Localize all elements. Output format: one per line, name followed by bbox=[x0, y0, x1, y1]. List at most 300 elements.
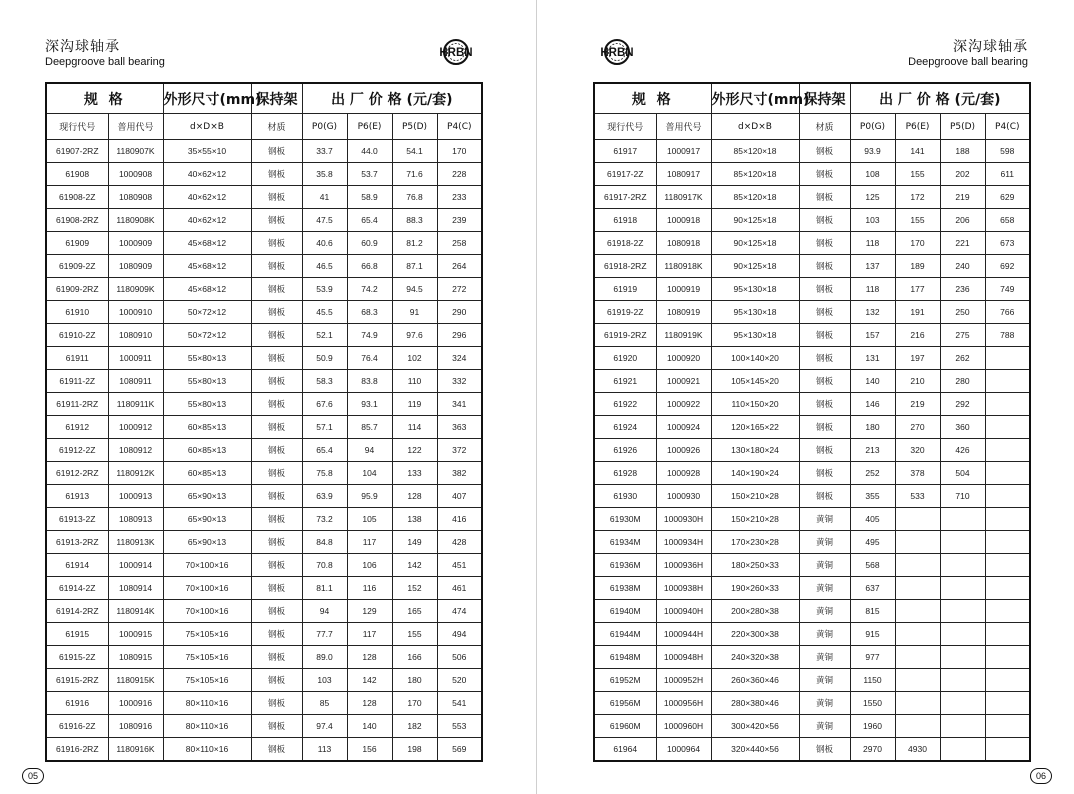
current-code-cell: 61912-2Z bbox=[46, 439, 108, 462]
p5-price-cell: 236 bbox=[940, 278, 985, 301]
p6-price-cell: 378 bbox=[895, 462, 940, 485]
p4-price-cell: 324 bbox=[437, 347, 482, 370]
p0-header: P0(G) bbox=[302, 114, 347, 140]
p4-price-cell bbox=[985, 393, 1030, 416]
p6-price-cell: 189 bbox=[895, 255, 940, 278]
dimensions-cell: 50×72×12 bbox=[163, 301, 251, 324]
p5-price-cell: 91 bbox=[392, 301, 437, 324]
p4-price-cell: 258 bbox=[437, 232, 482, 255]
p0-price-cell: 89.0 bbox=[302, 646, 347, 669]
dimensions-cell: 60×85×13 bbox=[163, 462, 251, 485]
p6-price-cell: 4930 bbox=[895, 738, 940, 762]
common-code-cell: 1000938H bbox=[656, 577, 711, 600]
table-row bbox=[46, 646, 482, 669]
dimensions-cell: 110×150×20 bbox=[711, 393, 799, 416]
table-row bbox=[594, 163, 1030, 186]
table-row bbox=[594, 692, 1030, 715]
p5-price-cell: 97.6 bbox=[392, 324, 437, 347]
dimensions-cell: 45×68×12 bbox=[163, 232, 251, 255]
material-cell: 黄铜 bbox=[799, 600, 850, 623]
p4-price-cell: 541 bbox=[437, 692, 482, 715]
current-code-cell: 61960M bbox=[594, 715, 656, 738]
current-code-cell: 61918-2RZ bbox=[594, 255, 656, 278]
common-code-cell: 1180912K bbox=[108, 462, 163, 485]
current-code-cell: 61913 bbox=[46, 485, 108, 508]
current-code-cell: 61911 bbox=[46, 347, 108, 370]
p0-price-cell: 50.9 bbox=[302, 347, 347, 370]
common-code-cell: 1180919K bbox=[656, 324, 711, 347]
p0-price-cell: 63.9 bbox=[302, 485, 347, 508]
p5-price-cell: 149 bbox=[392, 531, 437, 554]
dimensions-cell: 75×105×16 bbox=[163, 669, 251, 692]
common-code-cell: 1180916K bbox=[108, 738, 163, 762]
p5-header: P5(D) bbox=[392, 114, 437, 140]
p6-price-cell bbox=[895, 554, 940, 577]
material-cell: 黄铜 bbox=[799, 577, 850, 600]
dimensions-cell: 80×110×16 bbox=[163, 738, 251, 762]
common-code-cell: 1180918K bbox=[656, 255, 711, 278]
p0-price-cell: 53.9 bbox=[302, 278, 347, 301]
material-cell: 钢板 bbox=[799, 255, 850, 278]
p6-price-cell bbox=[895, 531, 940, 554]
dimensions-cell: 95×130×18 bbox=[711, 278, 799, 301]
p0-price-cell: 252 bbox=[850, 462, 895, 485]
p6-price-cell: 58.9 bbox=[347, 186, 392, 209]
p4-price-cell: 228 bbox=[437, 163, 482, 186]
p0-price-cell: 140 bbox=[850, 370, 895, 393]
p0-price-cell: 1550 bbox=[850, 692, 895, 715]
p0-price-cell: 81.1 bbox=[302, 577, 347, 600]
material-cell: 黄铜 bbox=[799, 554, 850, 577]
p5-price-cell: 360 bbox=[940, 416, 985, 439]
p6-price-cell: 76.4 bbox=[347, 347, 392, 370]
material-cell: 黄铜 bbox=[799, 646, 850, 669]
common-code-cell: 1180915K bbox=[108, 669, 163, 692]
material-cell: 钢板 bbox=[251, 140, 302, 163]
table-row bbox=[594, 232, 1030, 255]
common-code-cell: 1000909 bbox=[108, 232, 163, 255]
p6-price-cell: 53.7 bbox=[347, 163, 392, 186]
common-code-cell: 1000910 bbox=[108, 301, 163, 324]
p4-price-cell: 296 bbox=[437, 324, 482, 347]
p5-price-cell: 250 bbox=[940, 301, 985, 324]
dimensions-cell: 150×210×28 bbox=[711, 508, 799, 531]
p5-price-cell: 219 bbox=[940, 186, 985, 209]
current-code-cell: 61917 bbox=[594, 140, 656, 163]
current-code-header: 现行代号 bbox=[46, 114, 108, 140]
dimensions-cell: 75×105×16 bbox=[163, 623, 251, 646]
dimensions-cell: 180×250×33 bbox=[711, 554, 799, 577]
common-code-cell: 1000922 bbox=[656, 393, 711, 416]
common-code-cell: 1000919 bbox=[656, 278, 711, 301]
p4-price-cell: 658 bbox=[985, 209, 1030, 232]
dimensions-cell: 65×90×13 bbox=[163, 485, 251, 508]
p4-price-cell: 382 bbox=[437, 462, 482, 485]
p0-price-cell: 157 bbox=[850, 324, 895, 347]
p4-price-cell: 290 bbox=[437, 301, 482, 324]
p6-price-cell: 74.9 bbox=[347, 324, 392, 347]
p5-price-cell: 133 bbox=[392, 462, 437, 485]
p6-price-cell: 140 bbox=[347, 715, 392, 738]
common-code-cell: 1000930 bbox=[656, 485, 711, 508]
table-row bbox=[46, 232, 482, 255]
p5-price-cell: 426 bbox=[940, 439, 985, 462]
current-code-cell: 61952M bbox=[594, 669, 656, 692]
material-cell: 钢板 bbox=[799, 462, 850, 485]
material-cell: 钢板 bbox=[251, 669, 302, 692]
current-code-cell: 61916-2RZ bbox=[46, 738, 108, 762]
current-code-cell: 61908-2Z bbox=[46, 186, 108, 209]
current-code-cell: 61915-2RZ bbox=[46, 669, 108, 692]
p4-price-cell bbox=[985, 462, 1030, 485]
material-cell: 钢板 bbox=[251, 531, 302, 554]
table-row bbox=[46, 508, 482, 531]
table-row bbox=[46, 347, 482, 370]
table-row bbox=[594, 669, 1030, 692]
current-code-cell: 61907-2RZ bbox=[46, 140, 108, 163]
p0-price-cell: 125 bbox=[850, 186, 895, 209]
p5-price-cell: 122 bbox=[392, 439, 437, 462]
p5-price-cell: 76.8 bbox=[392, 186, 437, 209]
p4-price-cell: 264 bbox=[437, 255, 482, 278]
p4-price-cell bbox=[985, 485, 1030, 508]
p5-price-cell: 275 bbox=[940, 324, 985, 347]
current-code-cell: 61922 bbox=[594, 393, 656, 416]
p6-price-cell: 66.8 bbox=[347, 255, 392, 278]
p4-price-cell bbox=[985, 370, 1030, 393]
current-code-cell: 61919-2Z bbox=[594, 301, 656, 324]
common-code-cell: 1080912 bbox=[108, 439, 163, 462]
table-row bbox=[594, 370, 1030, 393]
current-code-cell: 61921 bbox=[594, 370, 656, 393]
p4-price-cell bbox=[985, 347, 1030, 370]
common-code-cell: 1080915 bbox=[108, 646, 163, 669]
p5-price-cell: 102 bbox=[392, 347, 437, 370]
p5-price-cell: 206 bbox=[940, 209, 985, 232]
p0-price-cell: 568 bbox=[850, 554, 895, 577]
current-code-cell: 61908 bbox=[46, 163, 108, 186]
dimensions-cell: 40×62×12 bbox=[163, 163, 251, 186]
table-row bbox=[594, 577, 1030, 600]
dimensions-cell: 280×380×46 bbox=[711, 692, 799, 715]
common-code-cell: 1000930H bbox=[656, 508, 711, 531]
p0-price-cell: 65.4 bbox=[302, 439, 347, 462]
svg-text:HRBN: HRBN bbox=[439, 47, 473, 59]
p4-price-cell: 239 bbox=[437, 209, 482, 232]
right-table-body bbox=[594, 140, 1030, 762]
price-header: 出 厂 价 格 (元/套) bbox=[302, 83, 482, 114]
p0-price-cell: 94 bbox=[302, 600, 347, 623]
p5-price-cell: 240 bbox=[940, 255, 985, 278]
p0-price-cell: 977 bbox=[850, 646, 895, 669]
p6-price-cell: 320 bbox=[895, 439, 940, 462]
dimensions-cell: 90×125×18 bbox=[711, 232, 799, 255]
p0-price-cell: 47.5 bbox=[302, 209, 347, 232]
common-code-cell: 1000911 bbox=[108, 347, 163, 370]
dimensions-cell: 80×110×16 bbox=[163, 715, 251, 738]
common-code-cell: 1000934H bbox=[656, 531, 711, 554]
p6-price-cell: 270 bbox=[895, 416, 940, 439]
dimensions-cell: 55×80×13 bbox=[163, 347, 251, 370]
p0-price-cell: 180 bbox=[850, 416, 895, 439]
p6-price-cell: 170 bbox=[895, 232, 940, 255]
dimensions-cell: 55×80×13 bbox=[163, 370, 251, 393]
material-cell: 钢板 bbox=[799, 738, 850, 762]
p5-price-cell bbox=[940, 508, 985, 531]
current-code-cell: 61928 bbox=[594, 462, 656, 485]
current-code-cell: 61919-2RZ bbox=[594, 324, 656, 347]
common-code-cell: 1180908K bbox=[108, 209, 163, 232]
p6-price-cell: 155 bbox=[895, 209, 940, 232]
price-header: 出 厂 价 格 (元/套) bbox=[850, 83, 1030, 114]
material-cell: 钢板 bbox=[799, 324, 850, 347]
p6-price-cell: 210 bbox=[895, 370, 940, 393]
current-code-cell: 61914 bbox=[46, 554, 108, 577]
p4-price-cell: 341 bbox=[437, 393, 482, 416]
p0-price-cell: 46.5 bbox=[302, 255, 347, 278]
dimensions-cell: 65×90×13 bbox=[163, 531, 251, 554]
material-cell: 钢板 bbox=[251, 232, 302, 255]
material-cell: 钢板 bbox=[251, 163, 302, 186]
p0-price-cell: 113 bbox=[302, 738, 347, 762]
p4-price-cell: 598 bbox=[985, 140, 1030, 163]
p4-price-cell: 170 bbox=[437, 140, 482, 163]
p4-price-cell: 332 bbox=[437, 370, 482, 393]
p5-price-cell: 182 bbox=[392, 715, 437, 738]
p5-price-cell: 71.6 bbox=[392, 163, 437, 186]
table-row bbox=[594, 623, 1030, 646]
current-code-cell: 61914-2Z bbox=[46, 577, 108, 600]
common-code-cell: 1080908 bbox=[108, 186, 163, 209]
dimensions-cell: 80×110×16 bbox=[163, 692, 251, 715]
p6-header: P6(E) bbox=[347, 114, 392, 140]
common-code-cell: 1000915 bbox=[108, 623, 163, 646]
common-code-cell: 1000928 bbox=[656, 462, 711, 485]
p0-price-cell: 103 bbox=[850, 209, 895, 232]
p5-price-cell: 198 bbox=[392, 738, 437, 762]
p4-price-cell: 673 bbox=[985, 232, 1030, 255]
material-cell: 钢板 bbox=[251, 255, 302, 278]
common-code-cell: 1080910 bbox=[108, 324, 163, 347]
p6-price-cell: 172 bbox=[895, 186, 940, 209]
p5-price-cell: 119 bbox=[392, 393, 437, 416]
common-code-cell: 1080913 bbox=[108, 508, 163, 531]
p0-price-cell: 93.9 bbox=[850, 140, 895, 163]
p6-price-cell: 83.8 bbox=[347, 370, 392, 393]
dimensions-cell: 85×120×18 bbox=[711, 140, 799, 163]
common-code-cell: 1180907K bbox=[108, 140, 163, 163]
dimensions-cell: 45×68×12 bbox=[163, 255, 251, 278]
common-code-cell: 1000924 bbox=[656, 416, 711, 439]
p5-price-cell: 221 bbox=[940, 232, 985, 255]
p0-price-cell: 131 bbox=[850, 347, 895, 370]
p0-price-cell: 118 bbox=[850, 278, 895, 301]
cage-header: 保持架 bbox=[251, 83, 302, 114]
p6-price-cell: 191 bbox=[895, 301, 940, 324]
common-code-cell: 1000926 bbox=[656, 439, 711, 462]
material-cell: 钢板 bbox=[799, 485, 850, 508]
p6-price-cell: 74.2 bbox=[347, 278, 392, 301]
p5-price-cell bbox=[940, 646, 985, 669]
p6-price-cell: 95.9 bbox=[347, 485, 392, 508]
material-cell: 黄铜 bbox=[799, 531, 850, 554]
current-code-cell: 61910 bbox=[46, 301, 108, 324]
material-cell: 钢板 bbox=[251, 715, 302, 738]
table-row bbox=[594, 301, 1030, 324]
material-cell: 钢板 bbox=[799, 439, 850, 462]
p6-header: P6(E) bbox=[895, 114, 940, 140]
p0-price-cell: 355 bbox=[850, 485, 895, 508]
p6-price-cell: 105 bbox=[347, 508, 392, 531]
price-table bbox=[593, 82, 1031, 762]
current-code-cell: 61916-2Z bbox=[46, 715, 108, 738]
p4-price-cell: 363 bbox=[437, 416, 482, 439]
table-row bbox=[594, 485, 1030, 508]
p5-price-cell: 128 bbox=[392, 485, 437, 508]
dimensions-cell: 55×80×13 bbox=[163, 393, 251, 416]
table-row bbox=[46, 301, 482, 324]
table-row bbox=[46, 324, 482, 347]
table-row bbox=[46, 255, 482, 278]
p5-price-cell: 114 bbox=[392, 416, 437, 439]
dimensions-header: 外形尺寸(mm) bbox=[163, 83, 251, 114]
dimensions-cell: 90×125×18 bbox=[711, 209, 799, 232]
p5-price-cell: 180 bbox=[392, 669, 437, 692]
p4-price-cell: 611 bbox=[985, 163, 1030, 186]
current-code-cell: 61917-2RZ bbox=[594, 186, 656, 209]
dimensions-cell: 130×180×24 bbox=[711, 439, 799, 462]
p5-price-cell bbox=[940, 577, 985, 600]
common-code-cell: 1000913 bbox=[108, 485, 163, 508]
dimensions-cell: 70×100×16 bbox=[163, 554, 251, 577]
p6-price-cell: 94 bbox=[347, 439, 392, 462]
current-code-cell: 61944M bbox=[594, 623, 656, 646]
common-code-cell: 1180911K bbox=[108, 393, 163, 416]
common-code-cell: 1180909K bbox=[108, 278, 163, 301]
p6-price-cell: 85.7 bbox=[347, 416, 392, 439]
table-row bbox=[594, 646, 1030, 669]
current-code-cell: 61940M bbox=[594, 600, 656, 623]
page-title-en: Deepgroove ball bearing bbox=[45, 56, 165, 68]
p5-price-cell: 94.5 bbox=[392, 278, 437, 301]
common-code-cell: 1080918 bbox=[656, 232, 711, 255]
p0-price-cell: 41 bbox=[302, 186, 347, 209]
common-code-cell: 1080914 bbox=[108, 577, 163, 600]
dimensions-cell: 85×120×18 bbox=[711, 186, 799, 209]
dimensions-cell: 240×320×38 bbox=[711, 646, 799, 669]
current-code-cell: 61912-2RZ bbox=[46, 462, 108, 485]
current-code-cell: 61908-2RZ bbox=[46, 209, 108, 232]
p5-price-cell: 155 bbox=[392, 623, 437, 646]
material-cell: 钢板 bbox=[251, 600, 302, 623]
table-row bbox=[594, 186, 1030, 209]
p5-price-cell bbox=[940, 692, 985, 715]
material-cell: 黄铜 bbox=[799, 715, 850, 738]
material-cell: 钢板 bbox=[251, 209, 302, 232]
material-cell: 黄铜 bbox=[799, 692, 850, 715]
table-row bbox=[46, 577, 482, 600]
dimensions-cell: 120×165×22 bbox=[711, 416, 799, 439]
material-cell: 黄铜 bbox=[799, 623, 850, 646]
dimensions-cell: 320×440×56 bbox=[711, 738, 799, 762]
p0-price-cell: 1960 bbox=[850, 715, 895, 738]
p4-price-cell: 629 bbox=[985, 186, 1030, 209]
hrbn-logo bbox=[433, 38, 479, 66]
table-row bbox=[46, 669, 482, 692]
material-cell: 钢板 bbox=[251, 623, 302, 646]
current-code-cell: 61914-2RZ bbox=[46, 600, 108, 623]
current-code-cell: 61911-2Z bbox=[46, 370, 108, 393]
p6-price-cell: 128 bbox=[347, 646, 392, 669]
p4-price-cell bbox=[985, 623, 1030, 646]
current-code-cell: 61915 bbox=[46, 623, 108, 646]
p4-price-cell: 233 bbox=[437, 186, 482, 209]
table-row bbox=[594, 462, 1030, 485]
p0-price-cell: 84.8 bbox=[302, 531, 347, 554]
current-code-cell: 61909-2Z bbox=[46, 255, 108, 278]
p4-price-cell: 451 bbox=[437, 554, 482, 577]
common-code-header: 普用代号 bbox=[108, 114, 163, 140]
table-row bbox=[594, 439, 1030, 462]
common-code-cell: 1000940H bbox=[656, 600, 711, 623]
table-row bbox=[46, 416, 482, 439]
common-code-header: 普用代号 bbox=[656, 114, 711, 140]
current-code-cell: 61909 bbox=[46, 232, 108, 255]
p4-price-cell: 372 bbox=[437, 439, 482, 462]
p6-price-cell bbox=[895, 577, 940, 600]
p6-price-cell: 129 bbox=[347, 600, 392, 623]
current-code-cell: 61964 bbox=[594, 738, 656, 762]
p6-price-cell: 106 bbox=[347, 554, 392, 577]
common-code-cell: 1000952H bbox=[656, 669, 711, 692]
p4-price-cell bbox=[985, 554, 1030, 577]
p0-price-cell: 67.6 bbox=[302, 393, 347, 416]
material-cell: 钢板 bbox=[251, 646, 302, 669]
common-code-cell: 1000964 bbox=[656, 738, 711, 762]
table-row bbox=[46, 186, 482, 209]
current-code-cell: 61917-2Z bbox=[594, 163, 656, 186]
p5-price-cell: 54.1 bbox=[392, 140, 437, 163]
table-row bbox=[594, 508, 1030, 531]
p6-price-cell: 142 bbox=[347, 669, 392, 692]
left-table-body bbox=[46, 140, 482, 762]
p0-price-cell: 35.8 bbox=[302, 163, 347, 186]
p6-price-cell bbox=[895, 646, 940, 669]
common-code-cell: 1000916 bbox=[108, 692, 163, 715]
dimensions-cell: 70×100×16 bbox=[163, 577, 251, 600]
current-code-cell: 61915-2Z bbox=[46, 646, 108, 669]
current-code-cell: 61910-2Z bbox=[46, 324, 108, 347]
table-row bbox=[46, 370, 482, 393]
p6-price-cell: 104 bbox=[347, 462, 392, 485]
current-code-cell: 61956M bbox=[594, 692, 656, 715]
p0-price-cell: 405 bbox=[850, 508, 895, 531]
price-table bbox=[45, 82, 483, 762]
material-cell: 钢板 bbox=[799, 347, 850, 370]
p6-price-cell: 216 bbox=[895, 324, 940, 347]
p6-price-cell: 128 bbox=[347, 692, 392, 715]
material-cell: 钢板 bbox=[799, 278, 850, 301]
dimensions-cell: 90×125×18 bbox=[711, 255, 799, 278]
material-cell: 钢板 bbox=[251, 577, 302, 600]
p5-price-cell: 280 bbox=[940, 370, 985, 393]
material-cell: 钢板 bbox=[251, 554, 302, 577]
current-code-cell: 61938M bbox=[594, 577, 656, 600]
material-cell: 钢板 bbox=[799, 140, 850, 163]
current-code-cell: 61916 bbox=[46, 692, 108, 715]
table-row bbox=[46, 393, 482, 416]
p0-price-cell: 52.1 bbox=[302, 324, 347, 347]
